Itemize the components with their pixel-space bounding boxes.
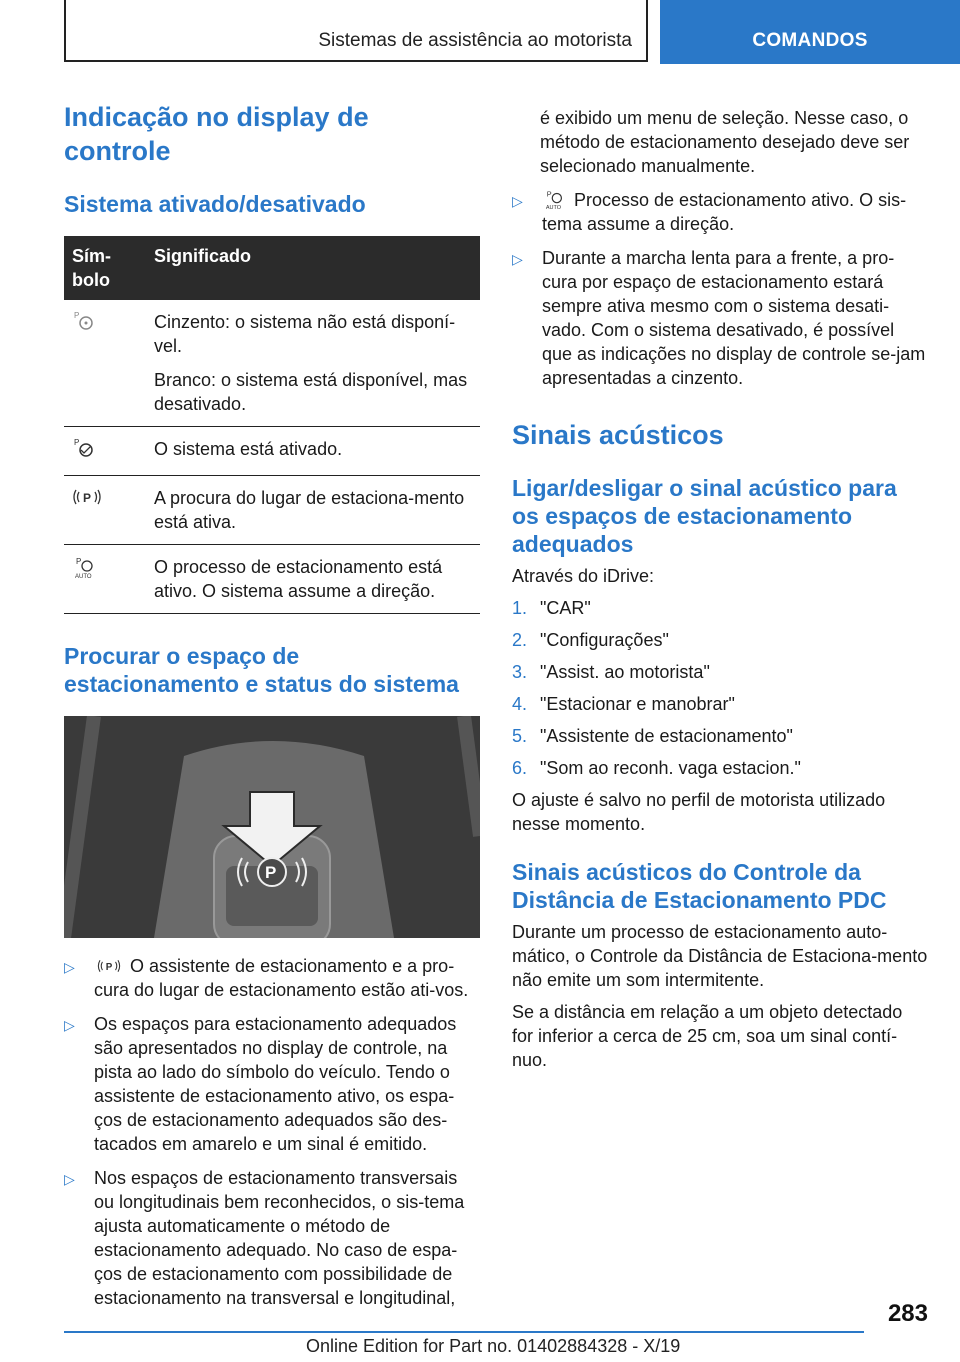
heading-display-indication: Indicação no display de controle [64,102,369,166]
table-row [64,300,480,427]
list-item [512,188,928,236]
saved-note: O ajuste é salvo no perfil de motorista utilizado nesse momento. [512,790,886,834]
column-header-meaning: Significado [146,236,480,300]
step-number: 3. [512,662,528,682]
row-text: A procura do lugar de estaciona-mento está ativa. [154,488,465,532]
list-item [64,1166,480,1310]
step-text: "Configurações" [540,630,669,650]
svg-text:P: P [105,962,113,974]
left-bullet-list [64,954,480,1310]
step-text: "CAR" [540,598,591,618]
step-number: 6. [512,758,528,778]
step-text: "Assistente de estacionamento" [540,726,793,746]
pdc-paragraph: Se a distância em relação a um objeto detectado for inferior a cerca de 25 cm, soa um sinal contí-nuo. [512,1002,903,1070]
parking-display-graphic [64,716,480,938]
step-number: 4. [512,694,528,714]
parking-search-waves-icon [72,486,102,508]
bullet-marker: ▷ [64,1171,75,1187]
heading-search-parking: Procurar o espaço de estacionamento e status do sistema [64,643,459,697]
parking-auto-icon [542,188,568,210]
step-number: 2. [512,630,528,650]
list-item [64,954,480,1002]
heading-system-status: Sistema ativado/desativado [64,191,366,217]
step-text: "Assist. ao motorista" [540,662,710,682]
bullet-marker: ▷ [512,251,523,267]
pdc-paragraph: Durante um processo de estacionamento auto-mático, o Controle da Distância de Estaciona-mento não emite um som intermitente. [512,922,928,990]
list-item [512,692,928,716]
list-item [512,628,928,652]
heading-pdc-signals: Sinais acústicos do Controle da Distância de Estacionamento PDC [512,859,887,913]
left-column [64,100,480,1310]
svg-text:P: P [74,438,80,447]
list-item [512,596,928,620]
idrive-steps [512,596,928,780]
footer-divider [64,1331,864,1333]
step-text: "Som ao reconh. vaga estacion." [540,758,801,778]
list-item [512,660,928,684]
footer-edition: Online Edition for Part no. 01402884328 - X/19 [306,1336,681,1356]
bullet-text: Nos espaços de estacionamento transversais ou longitudinais bem reconhecidos, o sis-tema ajusta automaticamente o método de estacionamento adequado. No caso de espa-ços de estacionamento com possibilidade de estacionamento na transversal e longitudinal, [94,1168,465,1308]
bullet-text: Os espaços para estacionamento adequados são apresentados no display de controle, na pista ao lado do símbolo do veículo. Tendo o assistente de estacionamento ativo, os espa-ços de estacionamento adequados são des-tacados em amarelo e um sinal é emitido. [94,1014,457,1154]
bullet-text: Durante a marcha lenta para a frente, a pro-cura por espaço de estacionamento estará sempre ativa mesmo com o sistema desati-vado. Com o sistema desativado, é possível que as indicações no display de controle se-jam apresentadas a cinzento. [542,248,926,388]
svg-text:P: P [74,311,80,320]
idrive-intro: Através do iDrive: [512,566,655,586]
step-number: 1. [512,598,528,618]
bullet-text: O assistente de estacionamento e a pro-cura do lugar de estacionamento estão ati-vos. [94,956,469,1000]
heading-acoustic-signals: Sinais acústicos [512,420,724,450]
step-text: "Estacionar e manobrar" [540,694,735,714]
parking-p-symbol: P [265,863,277,882]
section-title: Sistemas de assistência ao motorista [318,30,632,51]
svg-text:P: P [83,491,92,505]
parking-search-waves-icon [94,957,124,975]
right-bullet-list [512,188,928,390]
list-item [512,724,928,748]
heading-toggle-signal: Ligar/desligar o sinal acústico para os espaços de estacionamento adequados [512,475,897,557]
right-column [512,106,928,1072]
svg-text:P: P [546,189,552,199]
bullet-marker: ▷ [64,1017,75,1033]
row-text: Cinzento: o sistema não está disponí-vel. [154,312,456,356]
bullet-marker: ▷ [512,193,523,209]
column-header-symbol: Sím- bolo [64,236,146,300]
list-item [512,246,928,390]
chapter-tab[interactable] [660,0,960,64]
symbol-table [64,236,480,614]
header-box [64,0,648,62]
row-text: O processo de estacionamento está ativo. O sistema assume a direção. [154,557,443,601]
chapter-tab-label: COMANDOS [752,30,868,51]
table-row [64,476,480,545]
parking-steering-active-icon [72,437,96,459]
svg-text:P: P [76,557,82,566]
svg-text:AUTO: AUTO [545,205,562,210]
table-row [64,427,480,476]
table-row [64,545,480,614]
parking-steering-grey-icon [72,310,96,332]
continuation-text: é exibido um menu de seleção. Nesse caso, o método de estacionamento desejado deve ser selecionado manualmente. [540,108,910,176]
svg-text:AUTO: AUTO [75,574,92,579]
bullet-marker: ▷ [64,959,75,975]
list-item [512,756,928,780]
bullet-text: Processo de estacionamento ativo. O sis-tema assume a direção. [542,190,907,234]
parking-auto-icon [72,555,98,579]
parking-display-illustration [64,716,480,938]
list-item [64,1012,480,1156]
row-text: O sistema está ativado. [154,439,343,459]
page-number: 283 [887,1300,928,1327]
row-text: Branco: o sistema está disponível, mas desativado. [154,370,468,414]
step-number: 5. [512,726,528,746]
page-header [0,0,960,64]
